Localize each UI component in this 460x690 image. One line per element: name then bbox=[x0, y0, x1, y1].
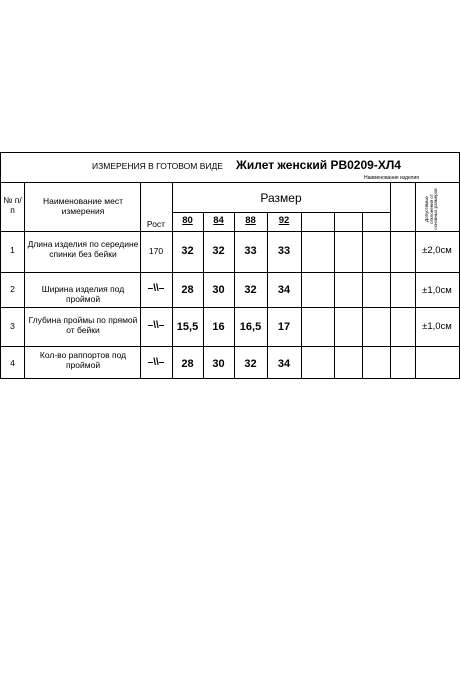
table-col-name bbox=[140, 182, 141, 379]
row3-size92: 17 bbox=[277, 321, 291, 333]
row2-size84: 30 bbox=[212, 284, 225, 296]
measurement-table bbox=[0, 152, 460, 382]
row2-size92: 34 bbox=[277, 284, 291, 296]
col-header-name: Наименование мест измерения bbox=[43, 196, 123, 216]
row4-name: Кол-во раппортов под проймой bbox=[39, 350, 127, 370]
table-border-left bbox=[0, 152, 1, 379]
row2-tolerance: ±1,0см bbox=[422, 285, 452, 296]
header-note: Наименование изделия bbox=[364, 175, 419, 181]
table-line-row2-top bbox=[0, 272, 460, 273]
table-col-size5 bbox=[334, 212, 335, 379]
row3-size80: 15,5 bbox=[176, 321, 199, 333]
row3-size88: 16,5 bbox=[239, 321, 262, 333]
row1-size84: 32 bbox=[212, 245, 225, 257]
table-col-height bbox=[172, 182, 173, 379]
row1-num: 1 bbox=[10, 245, 15, 255]
size-header-88: 88 bbox=[245, 215, 256, 226]
table-line-row1-top bbox=[0, 231, 460, 232]
col-header-tolerance: Допустимые отклонения от основных размеров bbox=[424, 188, 439, 230]
row4-size84: 30 bbox=[212, 358, 225, 370]
row2-size80: 28 bbox=[181, 284, 194, 296]
table-col-num bbox=[24, 182, 25, 379]
col-header-sizes: Размер bbox=[260, 191, 302, 205]
col-header-num: № п/п bbox=[3, 195, 22, 215]
row4-size92: 34 bbox=[277, 358, 291, 370]
row1-height: 170 bbox=[148, 246, 164, 256]
table-col-size4 bbox=[301, 212, 302, 379]
row4-height-ditto: –\\– bbox=[147, 357, 165, 368]
row3-size84: 16 bbox=[212, 321, 225, 333]
header-caption: ИЗМЕРЕНИЯ В ГОТОВОМ ВИДЕ bbox=[92, 161, 223, 171]
row3-height-ditto: –\\– bbox=[147, 320, 165, 331]
row2-num: 2 bbox=[10, 284, 15, 294]
row4-size88: 32 bbox=[244, 358, 257, 370]
row3-name: Глубина проймы по прямой от бейки bbox=[28, 315, 138, 335]
table-line-bottom bbox=[0, 378, 460, 379]
table-line-row3-top bbox=[0, 307, 460, 308]
table-col-size7 bbox=[390, 182, 391, 379]
row3-tolerance: ±1,0см bbox=[422, 321, 452, 332]
table-col-tolerance bbox=[415, 182, 416, 379]
size-header-92: 92 bbox=[278, 215, 290, 226]
row1-size80: 32 bbox=[181, 245, 194, 257]
row1-size92: 33 bbox=[277, 245, 291, 257]
row2-name: Ширина изделия под проймой bbox=[41, 284, 125, 304]
size-header-84: 84 bbox=[213, 215, 224, 226]
table-line-size-row bbox=[172, 212, 390, 213]
table-line-row4-top bbox=[0, 346, 460, 347]
table-col-size6 bbox=[362, 212, 363, 379]
row3-num: 3 bbox=[10, 321, 15, 331]
row4-size80: 28 bbox=[181, 358, 194, 370]
table-line-header-bottom bbox=[0, 182, 460, 183]
table-border-top bbox=[0, 152, 460, 153]
row1-tolerance: ±2,0см bbox=[422, 245, 452, 256]
header-product: Жилет женский РВ0209-ХЛ4 bbox=[236, 158, 401, 172]
size-header-80: 80 bbox=[182, 215, 193, 226]
row1-name: Длина изделия по середине спинки без бейки bbox=[27, 239, 139, 259]
row2-size88: 32 bbox=[244, 284, 257, 296]
col-header-height: Рост bbox=[146, 219, 166, 229]
row4-num: 4 bbox=[10, 358, 15, 368]
row2-height-ditto: –\\– bbox=[147, 283, 165, 294]
row1-size88: 33 bbox=[244, 245, 257, 257]
